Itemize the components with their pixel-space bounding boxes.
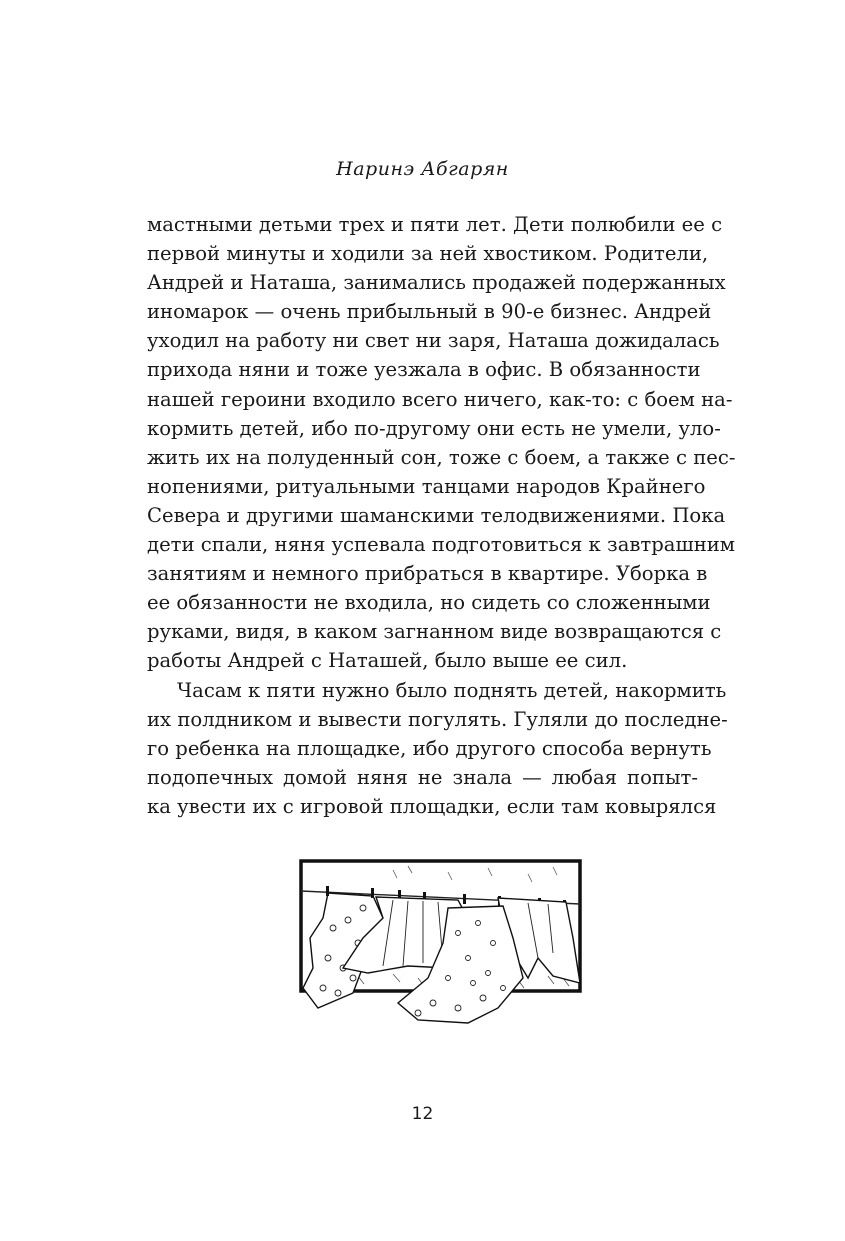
text-line: жить их на полуденный сон, тоже с боем, а также с пес- bbox=[147, 445, 736, 469]
text-line: ее обязанности не входила, но сидеть со сложенными bbox=[147, 591, 711, 615]
text-line: го ребенка на площадке, ибо другого способа вернуть bbox=[147, 736, 712, 760]
text-line: их полдником и вывести погулять. Гуляли до последне- bbox=[147, 707, 728, 731]
laundry-illustration bbox=[298, 858, 583, 1028]
text-line: нопениями, ритуальными танцами народов Крайнего bbox=[147, 474, 706, 498]
text-line: кормить детей, ибо по-другому они есть не умели, уло- bbox=[147, 416, 721, 440]
text-line: иномарок — очень прибыльный в 90-е бизнес. Андрей bbox=[147, 300, 712, 324]
text-line: Часам к пяти нужно было поднять детей, накормить bbox=[177, 678, 727, 702]
text-line: мастными детьми трех и пяти лет. Дети полюбили ее с bbox=[147, 213, 723, 236]
text-line: Севера и другими шаманскими телодвижениями. Пока bbox=[147, 503, 726, 527]
text-line: Андрей и Наташа, занимались продажей подержанных bbox=[147, 271, 726, 295]
running-title: Наринэ Абгарян bbox=[336, 158, 509, 180]
text-line: дети спали, няня успевала подготовиться к завтрашним bbox=[147, 533, 736, 557]
laundry-on-clothesline-icon bbox=[298, 858, 583, 1028]
text-line: работы Андрей с Наташей, было выше ее сил. bbox=[147, 649, 628, 673]
page-number: 12 bbox=[411, 1104, 434, 1124]
text-line: занятиям и немного прибраться в квартире. Уборка в bbox=[147, 562, 708, 586]
text-line: прихода няни и тоже уезжала в офис. В обязанности bbox=[147, 358, 701, 382]
text-line: руками, видя, в каком загнанном виде возвращаются с bbox=[147, 620, 722, 644]
text-line: первой минуты и ходили за ней хвостиком. Родители, bbox=[147, 242, 709, 266]
text-line: ка увести их с игровой площадки, если там ковырялся bbox=[147, 794, 717, 818]
body-text bbox=[147, 210, 736, 821]
text-line: подопечных домой няня не знала — любая попыт- bbox=[147, 765, 698, 789]
text-line: нашей героини входило всего ничего, как-то: с боем на- bbox=[147, 387, 733, 411]
text-line: уходил на работу ни свет ни заря, Наташа дожидалась bbox=[147, 329, 720, 353]
